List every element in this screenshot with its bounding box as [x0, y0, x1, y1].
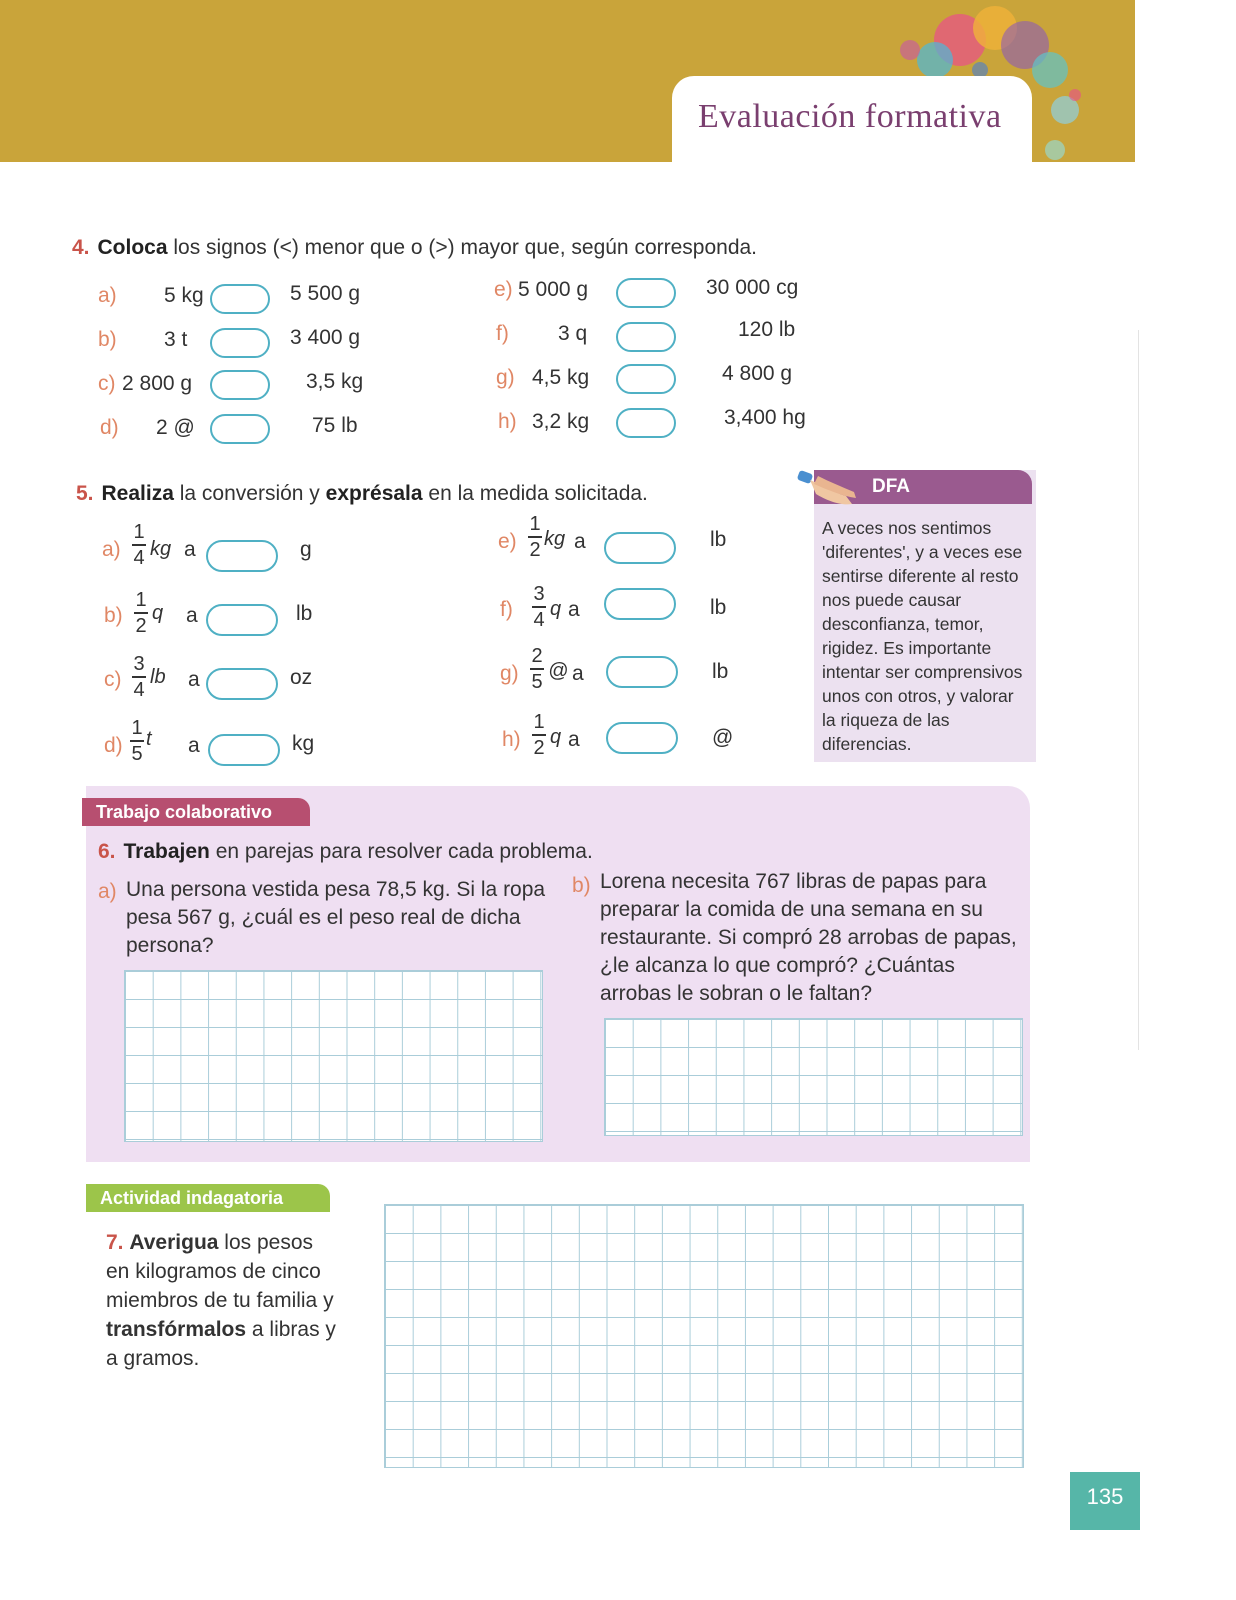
q5-a-word-b: a — [186, 604, 198, 627]
q5-label-g: g) — [500, 662, 519, 685]
q4-label-g: g) — [496, 366, 515, 389]
q7-answer-grid[interactable] — [384, 1204, 1024, 1468]
q5-unit-f: q — [550, 598, 562, 620]
q5-unit-a: kg — [150, 538, 172, 560]
q7-text: 7. Averigua los pesos en kilogramos de cinco miembros de tu familia y transfórmalos a libras y a gramos. — [106, 1231, 336, 1370]
q5-label-h: h) — [502, 728, 521, 751]
inquiry-tag: Actividad indagatoria — [86, 1184, 330, 1212]
q5-answer-box-d[interactable] — [208, 734, 280, 766]
q4-left-g: 4,5 kg — [532, 366, 590, 389]
q6-answer-grid-b[interactable] — [604, 1018, 1023, 1136]
q5-fraction-b: 1 2 — [135, 589, 147, 637]
q4-right-g: 4 800 g — [722, 362, 793, 385]
q5-title: 5. Realiza la conversión y exprésala en la medida solicitada. — [76, 482, 648, 505]
q5-unit-c: lb — [150, 666, 166, 688]
q4-left-d: 2 @ — [156, 416, 195, 439]
q6-label-b: b) — [572, 874, 591, 897]
q5-unit-b: q — [152, 602, 164, 624]
q5-answer-box-a[interactable] — [206, 540, 278, 572]
q5-unit-e: kg — [544, 528, 566, 550]
q5-answer-box-b[interactable] — [206, 604, 278, 636]
page-title: Evaluación formativa — [698, 98, 1002, 135]
q4-answer-box-c[interactable] — [210, 370, 270, 400]
q5-fraction-d: 1 5 — [131, 717, 143, 765]
q4-left-c: 2 800 g — [122, 372, 193, 395]
q5-a-word-a: a — [184, 538, 196, 561]
q5-fraction-f: 3 4 — [533, 583, 545, 631]
q5-a-word-c: a — [188, 668, 200, 691]
right-margin-rule — [1138, 330, 1139, 1050]
q5-a-word-g: a — [572, 662, 584, 685]
q5-target-b: lb — [296, 602, 313, 625]
q4-label-b: b) — [98, 328, 117, 351]
q4-label-d: d) — [100, 416, 119, 439]
q5-target-e: lb — [710, 528, 727, 551]
q5-target-h: @ — [712, 726, 734, 749]
collaborative-tag: Trabajo colaborativo — [82, 798, 310, 826]
q5-fraction-c: 3 4 — [133, 653, 145, 701]
q4-right-c: 3,5 kg — [306, 370, 364, 393]
q4-answer-box-d[interactable] — [210, 414, 270, 444]
q5-target-a: g — [300, 538, 312, 561]
q4-label-f: f) — [496, 322, 509, 345]
q4-answer-box-g[interactable] — [616, 364, 676, 394]
q5-answer-box-f[interactable] — [604, 588, 676, 620]
q5-fraction-h: 1 2 — [533, 711, 545, 759]
q5-target-g: lb — [712, 660, 729, 683]
q5-answer-box-h[interactable] — [606, 722, 678, 754]
q4-right-a: 5 500 g — [290, 282, 361, 305]
q5-unit-h: q — [550, 726, 562, 748]
q5-unit-g: @ — [548, 660, 569, 682]
q4-left-h: 3,2 kg — [532, 410, 590, 433]
q5-label-d: d) — [104, 734, 123, 757]
q4-label-a: a) — [98, 284, 117, 307]
q4-label-h: h) — [498, 410, 517, 433]
q5-label-f: f) — [500, 598, 513, 621]
q4-right-f: 120 lb — [738, 318, 796, 341]
dfa-text: A veces nos sentimos 'diferentes', y a veces ese sentirse diferente al resto nos puede causar desconfianza, temor, rigidez. Es importante intentar ser comprensivos unos con otros, y valorar la riqueza de las diferencias. — [822, 518, 1023, 754]
q4-right-e: 30 000 cg — [706, 276, 799, 299]
handshake-icon — [796, 466, 860, 510]
q4-answer-box-b[interactable] — [210, 328, 270, 358]
q6-title: 6. Trabajen en parejas para resolver cada problema. — [98, 840, 593, 863]
q5-unit-d: t — [146, 728, 152, 750]
q5-target-d: kg — [292, 732, 315, 755]
q6-problem-a: Una persona vestida pesa 78,5 kg. Si la ropa pesa 567 g, ¿cuál es el peso real de dicha persona? — [126, 878, 546, 957]
q5-a-word-d: a — [188, 734, 200, 757]
q6-problem-b: Lorena necesita 767 libras de papas para preparar la comida de una semana en su restaurante. Si compró 28 arrobas de papas, ¿le alcanza lo que compró? ¿Cuántas arrobas le sobran o le faltan? — [600, 870, 1017, 1005]
q5-fraction-e: 1 2 — [529, 513, 541, 561]
q4-left-b: 3 t — [164, 328, 188, 351]
q4-answer-box-e[interactable] — [616, 278, 676, 308]
q5-target-c: oz — [290, 666, 313, 689]
q5-answer-box-g[interactable] — [606, 656, 678, 688]
q5-a-word-h: a — [568, 728, 580, 751]
q5-label-c: c) — [104, 668, 122, 691]
q4-title: 4. Coloca los signos (<) menor que o (>) mayor que, según corresponda. — [72, 236, 758, 259]
q5-target-f: lb — [710, 596, 727, 619]
page-number: 135 — [1070, 1472, 1140, 1530]
q5-answer-box-c[interactable] — [206, 668, 278, 700]
q4-left-f: 3 q — [558, 322, 588, 345]
q4-answer-box-h[interactable] — [616, 408, 676, 438]
q4-left-a: 5 kg — [164, 284, 204, 307]
q4-label-c: c) — [98, 372, 116, 395]
q4-left-e: 5 000 g — [518, 278, 589, 301]
q4-label-e: e) — [494, 278, 513, 301]
dfa-header: DFA — [814, 470, 1032, 504]
q4-answer-box-f[interactable] — [616, 322, 676, 352]
q5-a-word-f: a — [568, 598, 580, 621]
q4-right-d: 75 lb — [312, 414, 358, 437]
q6-answer-grid-a[interactable] — [124, 970, 543, 1142]
q5-fraction-g: 2 5 — [531, 645, 543, 693]
q5-answer-box-e[interactable] — [604, 532, 676, 564]
q5-label-b: b) — [104, 604, 123, 627]
q5-label-e: e) — [498, 530, 517, 553]
q5-fraction-a: 1 4 — [133, 521, 145, 569]
q5-label-a: a) — [102, 538, 121, 561]
q4-right-b: 3 400 g — [290, 326, 361, 349]
q4-right-h: 3,400 hg — [724, 406, 806, 429]
title-tab — [672, 76, 1032, 166]
q4-answer-box-a[interactable] — [210, 284, 270, 314]
q5-a-word-e: a — [574, 530, 586, 553]
q6-label-a: a) — [98, 880, 117, 903]
